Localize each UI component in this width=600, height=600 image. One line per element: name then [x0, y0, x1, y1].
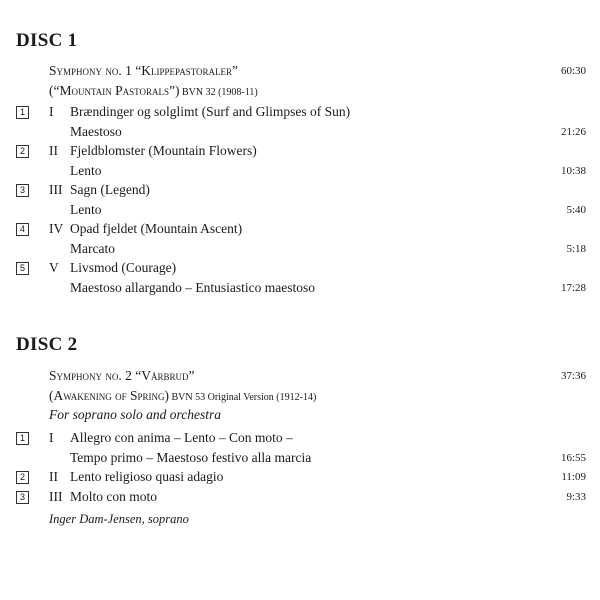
- movement-numeral: I: [49, 104, 54, 119]
- movement-title: Livsmod (Courage): [70, 260, 177, 275]
- track-number-box: 3: [16, 491, 29, 504]
- track-row[interactable]: [0, 182, 600, 202]
- work-2-title: Symphony no. 2 “Vårbrud”: [49, 368, 195, 383]
- work-2-scoring: For soprano solo and orchestra: [49, 407, 222, 422]
- work-2-duration: 37:36: [560, 370, 586, 382]
- performer-credit: Inger Dam-Jensen, soprano: [49, 512, 189, 526]
- work-2-line-3: [0, 407, 600, 427]
- track-duration: 5:18: [566, 243, 586, 255]
- track-number-box: 5: [16, 262, 29, 275]
- track-number-box: 1: [16, 432, 29, 445]
- track-tempo-row: [0, 202, 600, 222]
- disc-2-title: DISC 2: [16, 334, 78, 355]
- movement-numeral: IV: [49, 221, 64, 236]
- track-tempo-row: [0, 280, 600, 300]
- track-duration: 16:55: [560, 452, 586, 464]
- track-duration: 21:26: [560, 126, 586, 138]
- track-duration: 17:28: [560, 282, 586, 294]
- movement-title: Allegro con anima – Lento – Con moto –: [70, 430, 293, 445]
- movement-title: Lento religioso quasi adagio: [70, 469, 224, 484]
- track-number-box: 3: [16, 184, 29, 197]
- movement-tempo: Lento: [70, 163, 102, 178]
- movement-title: Fjeldblomster (Mountain Flowers): [70, 143, 257, 158]
- work-1-line-1: [0, 63, 600, 83]
- movement-title: Molto con moto: [70, 489, 157, 504]
- track-row[interactable]: [0, 104, 600, 124]
- track-row[interactable]: [0, 489, 600, 509]
- movement-tempo: Maestoso: [70, 124, 122, 139]
- movement-numeral: III: [49, 489, 63, 504]
- movement-numeral: I: [49, 430, 54, 445]
- track-number-box: 1: [16, 106, 29, 119]
- track-tempo-row: [0, 241, 600, 261]
- work-1-line-2: [0, 83, 600, 103]
- work-2-line-1: [0, 368, 600, 388]
- movement-tempo: Marcato: [70, 241, 115, 256]
- movement-tempo: Tempo primo – Maestoso festivo alla marcia: [70, 450, 312, 465]
- movement-tempo: Lento: [70, 202, 102, 217]
- movement-numeral: II: [49, 469, 58, 484]
- track-duration: 10:38: [560, 165, 586, 177]
- movement-title: Brændinger og solglimt (Surf and Glimpses of Sun): [70, 104, 351, 119]
- track-row[interactable]: [0, 430, 600, 450]
- track-row[interactable]: [0, 260, 600, 280]
- movement-numeral: V: [49, 260, 59, 275]
- track-duration: 9:33: [566, 491, 586, 503]
- track-row[interactable]: [0, 143, 600, 163]
- movement-numeral: II: [49, 143, 58, 158]
- track-number-box: 2: [16, 145, 29, 158]
- track-row[interactable]: [0, 221, 600, 241]
- work-1-subtitle: (“Mountain Pastorals”) BVN 32 (1908-11): [49, 83, 258, 98]
- work-1-title: Symphony no. 1 “Klippepastoraler”: [49, 63, 239, 78]
- track-duration: 5:40: [566, 204, 586, 216]
- movement-numeral: III: [49, 182, 63, 197]
- track-tempo-row: [0, 124, 600, 144]
- track-tempo-row: [0, 450, 600, 470]
- disc-1-title: DISC 1: [16, 30, 78, 51]
- work-2-line-2: [0, 388, 600, 408]
- track-number-box: 2: [16, 471, 29, 484]
- work-1-duration: 60:30: [560, 65, 586, 77]
- track-row[interactable]: [0, 469, 600, 489]
- track-tempo-row: [0, 163, 600, 183]
- track-number-box: 4: [16, 223, 29, 236]
- movement-title: Opad fjeldet (Mountain Ascent): [70, 221, 243, 236]
- work-2-subtitle: (Awakening of Spring) BVN 53 Original Version (1912-14): [49, 388, 317, 403]
- performer-row: [0, 512, 600, 532]
- movement-tempo: Maestoso allargando – Entusiastico maestoso: [70, 280, 315, 295]
- movement-title: Sagn (Legend): [70, 182, 150, 197]
- track-duration: 11:09: [561, 471, 586, 483]
